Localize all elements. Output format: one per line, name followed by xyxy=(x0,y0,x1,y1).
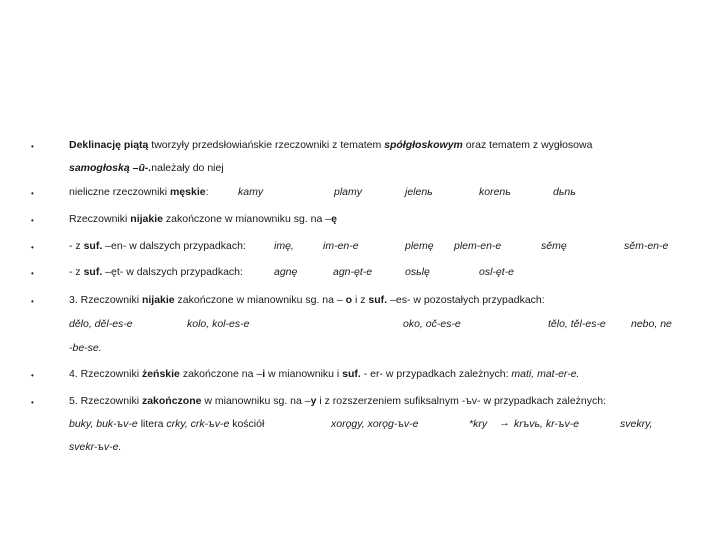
item-3-text-2: zakończone w mianowniku sg. na – xyxy=(162,213,332,225)
word-koren: korenь xyxy=(479,186,511,198)
item-2-label-bold: męskie xyxy=(169,186,206,198)
item-1-text-3: należały do niej xyxy=(151,162,224,174)
bullet-1: • xyxy=(31,142,34,151)
word-kamy: kamy xyxy=(238,186,264,198)
item-7-text: 4. Rzeczowniki xyxy=(69,368,142,380)
item-8-line xyxy=(69,395,606,408)
word-telo: tělo, těl-es-e xyxy=(548,318,606,330)
item-5-label xyxy=(69,266,243,279)
item-8-text: 5. Rzeczowniki xyxy=(69,395,142,407)
word-osle: osьlę xyxy=(405,266,430,278)
bullet-4: • xyxy=(31,243,34,252)
item-1-line-2 xyxy=(69,162,224,175)
gloss-litera: litera xyxy=(137,418,167,430)
item-8-text-3: i z rozszerzeniem sufiksalnym -ъv- w przypadkach zależnych: xyxy=(316,395,607,407)
item-3-ending: ę xyxy=(331,213,337,225)
item-2-label-text: nieliczne rzeczowniki xyxy=(69,186,170,198)
word-jelen: jelenь xyxy=(405,186,433,198)
item-2-label-end: : xyxy=(205,186,209,198)
word-delo: dělo, děl-es-e xyxy=(69,318,133,330)
word-kry: *kry xyxy=(469,418,488,430)
item-1-line-1 xyxy=(69,139,592,152)
word-agne: agnę xyxy=(274,266,298,278)
bullet-3: • xyxy=(31,216,34,225)
word-kolo: kolo, kol-es-e xyxy=(187,318,250,330)
item-4-label-text: - z xyxy=(69,240,84,252)
word-plamy: plamy xyxy=(334,186,363,198)
bullet-8: • xyxy=(31,398,34,407)
word-pleme: plemę xyxy=(405,240,434,252)
item-6-text-3: i z xyxy=(352,294,369,306)
item-1-text-2: oraz tematem z wygłosowa xyxy=(462,139,593,151)
item-6-line xyxy=(69,294,545,307)
item-3-text: Rzeczowniki xyxy=(69,213,131,225)
bullet-6: • xyxy=(31,297,34,306)
word-xorogy: xorǫgy, xorǫg-ъv-e xyxy=(331,418,419,430)
word-sem-en-e: sěm-en-e xyxy=(624,240,669,252)
item-6-text-4: –es- w pozostałych przypadkach: xyxy=(387,294,545,306)
arrow-right-icon: → xyxy=(499,417,510,429)
item-8-examples-1 xyxy=(69,418,264,431)
item-7-text-2: zakończone na – xyxy=(179,368,263,380)
item-1-term-3: samogłoską –ū-. xyxy=(69,162,152,174)
word-agn-et-e: agn-ęt-e xyxy=(333,266,373,278)
item-8-term: zakończone xyxy=(141,395,202,407)
word-krvi: krъvь, kr-ъv-e xyxy=(514,418,580,430)
word-svekry: svekry, xyxy=(620,418,653,430)
bullet-7: • xyxy=(31,371,34,380)
item-8-text-2: w mianowniku sg. na – xyxy=(201,395,311,407)
word-buky: buky, buk-ъv-e xyxy=(69,418,138,430)
word-seme: sěmę xyxy=(541,240,567,252)
item-7-line xyxy=(69,368,579,381)
item-2-label xyxy=(69,186,209,199)
gloss-kosciol: kościół xyxy=(229,418,265,430)
item-5-label-bold: suf. xyxy=(83,266,103,278)
word-im-en-e: im-en-e xyxy=(323,240,359,252)
item-4-label xyxy=(69,240,246,253)
item-7-text-3: w mianowniku i xyxy=(265,368,343,380)
word-oko: oko, oč-es-e xyxy=(403,318,461,330)
word-dn: dьnь xyxy=(553,186,576,198)
item-7-ending: i xyxy=(262,368,266,380)
word-nebo-continuation: -be-se. xyxy=(69,342,102,354)
item-7-suf: suf. xyxy=(342,368,361,380)
item-6-ending: o xyxy=(345,294,353,306)
item-6-text-2: zakończone w mianowniku sg. na – xyxy=(174,294,346,306)
item-6-suf: suf. xyxy=(368,294,388,306)
bullet-5: • xyxy=(31,269,34,278)
word-svekry-continuation: svekr-ъv-e. xyxy=(69,441,122,453)
item-6-term: nijakie xyxy=(141,294,175,306)
item-1-term-2: spółgłoskowym xyxy=(384,139,463,151)
item-4-label-bold: suf. xyxy=(83,240,103,252)
item-8-ending: y xyxy=(310,395,317,407)
word-crky: crky, crk-ъv-e xyxy=(166,418,230,430)
item-5-label-text: - z xyxy=(69,266,84,278)
item-3-term: nijakie xyxy=(130,213,163,225)
word-nebo: nebo, ne xyxy=(631,318,672,330)
word-plem-en-e: plem-en-e xyxy=(454,240,502,252)
item-1-text: tworzyły przedsłowiańskie rzeczowniki z tematem xyxy=(148,139,385,151)
item-7-example: mati, mat-er-e. xyxy=(511,368,580,380)
word-osl-et-e: osl-ęt-e xyxy=(479,266,515,278)
item-6-text: 3. Rzeczowniki xyxy=(69,294,142,306)
item-3-line xyxy=(69,213,337,226)
item-1-term: Deklinację piątą xyxy=(69,139,149,151)
item-4-label-end: –en- w dalszych przypadkach: xyxy=(102,240,246,252)
item-5-label-end: –ęt- w dalszych przypadkach: xyxy=(102,266,243,278)
bullet-2: • xyxy=(31,189,34,198)
word-ime: imę, xyxy=(274,240,294,252)
item-7-text-4: - er- w przypadkach zależnych: xyxy=(360,368,512,380)
item-7-term: żeńskie xyxy=(141,368,180,380)
